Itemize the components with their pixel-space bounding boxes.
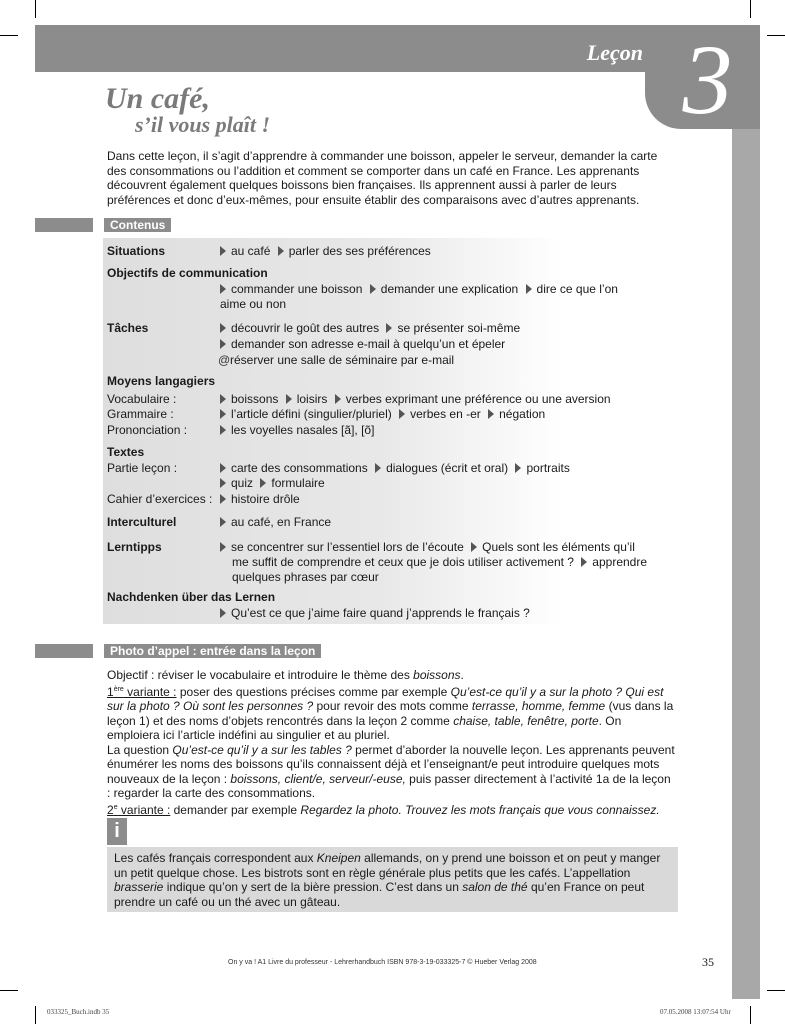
list-item: carte des consommations (231, 461, 368, 475)
text-run: pour revoir des mots comme (313, 699, 472, 713)
crop-mark (0, 35, 18, 36)
variante-1-label (107, 685, 177, 699)
print-slug-right: 07.05.2008 13:07:54 Uhr (660, 1008, 731, 1016)
footer-credits: On y va ! A1 Livre du professeur - Lehrerhandbuch ISBN 978-3-19-033325-7 © Hueber Verlag 2008 (228, 959, 537, 966)
list-item: formulaire (271, 476, 325, 490)
row-label: Situations (107, 244, 166, 258)
text-run-italic: brasserie (114, 880, 164, 894)
list-item: négation (499, 407, 546, 421)
objectif-line (107, 668, 677, 683)
page-subtitle: s’il vous plaît ! (135, 112, 271, 137)
list-item: parler des ses préférences (288, 244, 431, 258)
triangle-bullet-icon (220, 425, 226, 435)
triangle-bullet-icon (386, 323, 392, 333)
row-label: Prononciation : (107, 423, 188, 437)
row-label: Textes (107, 445, 145, 459)
row-label: Vocabulaire : (107, 392, 177, 406)
text-run: allemands, on y prend une boisson et on peut y manger un petit quelque chose. Les bistrots sont en règle générale plus petits que les cafés. L’appellation (114, 851, 661, 880)
row-label: Tâches (107, 321, 149, 335)
triangle-bullet-icon (515, 463, 521, 473)
list-item: boissons (231, 392, 279, 406)
triangle-bullet-icon (335, 394, 341, 404)
list-item: loisirs (296, 392, 328, 406)
variante-2 (107, 801, 677, 818)
text-run: Les cafés français correspondent aux (114, 851, 317, 865)
triangle-bullet-icon (260, 478, 266, 488)
triangle-bullet-icon (581, 557, 587, 567)
list-item: demander une explication (380, 282, 519, 296)
list-item: dire ce que l’on aime ou non (220, 282, 618, 311)
text-run: variante : (117, 802, 171, 817)
text-run-italic: Qu’est-ce qu’il y a sur la photo ? Qui est sur la photo ? Où sont les personnes ? (107, 684, 664, 713)
text-run-italic: terrasse, homme, femme (471, 699, 606, 713)
text-run-italic: Kneipen (316, 851, 361, 865)
row-label: Lerntipps (107, 540, 162, 554)
list-item: Qu’est ce que j’aime faire quand j’apprends le français ? (231, 606, 530, 620)
list-item: verbes en -er (410, 407, 481, 421)
page-title: Un café, (105, 82, 210, 115)
text-run-italic: Regardez la photo. Trouvez les mots français que vous connaissez. (300, 802, 660, 817)
row-label: Interculturel (107, 515, 177, 529)
text-run: La question (107, 742, 173, 757)
text-run-italic: boissons (413, 668, 461, 682)
crop-mark (750, 1006, 751, 1024)
row-label: Cahier d’exercices : (107, 492, 213, 506)
text-run: ère (113, 685, 124, 693)
list-item: dialogues (écrit et oral) (386, 461, 509, 475)
text-run: variante : (123, 684, 177, 699)
row-label: Moyens langagiers (107, 374, 216, 388)
crop-mark (767, 990, 785, 991)
triangle-bullet-icon (488, 409, 494, 419)
at-symbol-icon: @ (218, 353, 231, 367)
section-title-photo: Photo d’appel : entrée dans la leçon (104, 644, 321, 658)
list-item: réserver une salle de séminaire par e-mail (230, 353, 455, 367)
text-run: 2 (107, 802, 114, 817)
triangle-bullet-icon (220, 409, 226, 419)
list-item: quiz (231, 476, 254, 490)
list-item: Quels sont les éléments qu’il me suffit de comprendre et ceux que je dois utiliser activement ? (232, 540, 635, 569)
page-number: 35 (702, 955, 714, 969)
triangle-bullet-icon (220, 339, 226, 349)
list-item: se présenter soi-même (397, 321, 521, 335)
triangle-bullet-icon (220, 463, 226, 473)
triangle-bullet-icon (370, 284, 376, 294)
lesson-number: 3 (682, 24, 733, 135)
variante-1 (107, 683, 677, 743)
section-bar (35, 218, 93, 232)
list-item: l’article défini (singulier/pluriel) (231, 407, 392, 421)
crop-mark (750, 0, 751, 18)
info-text (114, 851, 674, 909)
row-label: Nachdenken über das Lernen (107, 590, 276, 604)
text-run-italic: salon de thé (462, 880, 528, 894)
list-item: verbes exprimant une préférence ou une aversion (345, 392, 611, 406)
lesson-label: Leçon (586, 40, 643, 65)
photo-section-text (107, 668, 677, 817)
triangle-bullet-icon (220, 478, 226, 488)
list-item: les voyelles nasales [ã], [õ] (231, 423, 375, 437)
question-paragraph (107, 743, 677, 801)
list-item: découvrir le goût des autres (231, 321, 380, 335)
triangle-bullet-icon (399, 409, 405, 419)
row-label: Objectifs de communication (107, 266, 268, 280)
triangle-bullet-icon (220, 542, 226, 552)
intro-paragraph: Dans cette leçon, il s’agit d’apprendre à commander une boisson, appeler le serveur, demander la carte des consommations ou l’addition et comment se comporter dans un café en France. Les apprenants découvrent également quelques boissons bien françaises. Ils apprennent aussi à parler de leurs préférences et donc d’eux-mêmes, pour ensuite établir des comparaisons avec d’autres apprenants. (107, 149, 658, 207)
text-run-italic: boissons, client/e, serveur/-euse, (230, 771, 406, 786)
list-item: histoire drôle (231, 492, 300, 506)
section-title-contenus: Contenus (104, 218, 171, 232)
text-run: indique qu’on y sert de la bière pression. C’est dans un (163, 880, 463, 894)
side-strip (732, 129, 760, 999)
triangle-bullet-icon (220, 323, 226, 333)
list-item: commander une boisson (231, 282, 363, 296)
triangle-bullet-icon (375, 463, 381, 473)
list-item: portraits (526, 461, 570, 475)
list-item: demander son adresse e-mail à quelqu’un et épeler (231, 337, 506, 351)
triangle-bullet-icon (220, 394, 226, 404)
triangle-bullet-icon (220, 517, 226, 527)
text-run: permet d’aborder la nouvelle leçon. Les apprenants peuvent énumérer les noms des boissons qu’ils connaissent déjà et l’enseignant/e peut introduire quelques mots nouveaux de la leçon : (107, 742, 675, 786)
section-bar (35, 644, 93, 658)
text-run: . (460, 668, 464, 682)
list-item: au café (231, 244, 271, 258)
text-run: e (113, 803, 118, 811)
triangle-bullet-icon (220, 284, 226, 294)
text-run: poser des questions précises comme par exemple (176, 684, 451, 699)
text-run: . On emploiera ici l’article indéfini au singulier et au pluriel. (107, 713, 622, 742)
crop-mark (35, 1006, 36, 1024)
crop-mark (35, 0, 36, 18)
variante-2-label (107, 803, 170, 817)
text-run: Objectif : réviser le vocabulaire et introduire le thème des (107, 668, 414, 682)
info-icon: i (107, 818, 127, 845)
text-run-italic: Qu’est-ce qu’il y a sur les tables ? (172, 742, 352, 757)
triangle-bullet-icon (526, 284, 532, 294)
crop-mark (767, 35, 785, 36)
text-run: qu’en France on peut prendre un café ou un thé avec un gâteau. (114, 880, 645, 909)
row-label: Grammaire : (107, 407, 174, 421)
text-run: demander par exemple (170, 802, 301, 817)
text-run: (vus dans la leçon 1) et des noms d’objets rencontrés dans la leçon 2 comme (107, 699, 674, 728)
list-item: apprendre quelques phrases par cœur (232, 555, 648, 584)
triangle-bullet-icon (220, 608, 226, 618)
triangle-bullet-icon (278, 246, 284, 256)
text-run-italic: chaise, table, fenêtre, porte (453, 713, 599, 728)
list-item: se concentrer sur l’essentiel lors de l’écoute (231, 540, 464, 554)
print-slug-left: 033325_Buch.indb 35 (47, 1008, 110, 1016)
triangle-bullet-icon (220, 494, 226, 504)
text-run: 1 (107, 684, 114, 699)
text-run: puis passer directement à l’activité 1a de la leçon : regarder la carte des consommations. (107, 771, 671, 800)
row-label: Partie leçon : (107, 461, 178, 475)
triangle-bullet-icon (220, 246, 226, 256)
triangle-bullet-icon (286, 394, 292, 404)
list-item: au café, en France (231, 515, 332, 529)
triangle-bullet-icon (471, 542, 477, 552)
crop-mark (0, 990, 18, 991)
